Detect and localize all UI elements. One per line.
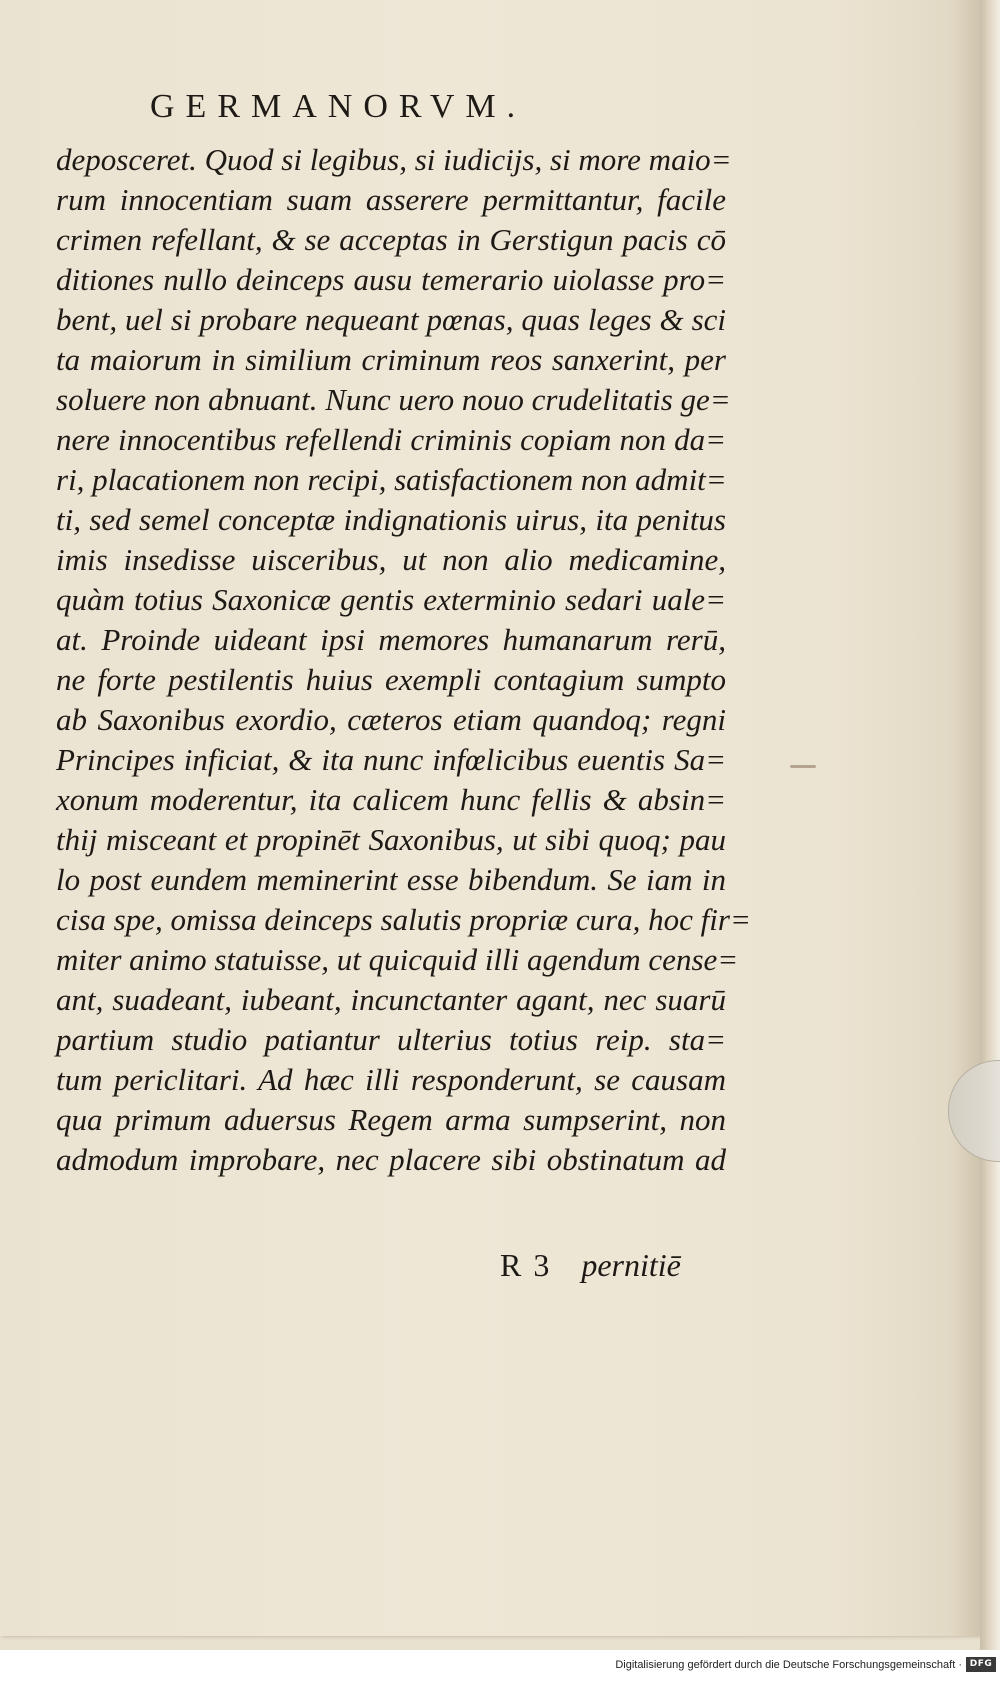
text-line: at. Proinde uideant ipsi memores humanarum rerū, xyxy=(56,622,726,657)
text-line: lo post eundem meminerint esse bibendum. Se iam in xyxy=(56,862,726,897)
text-line: tum periclitari. Ad hæc illi responderunt, se causam xyxy=(56,1062,726,1097)
text-line: deposceret. Quod si legibus, si iudicijs, si more maio= xyxy=(56,142,732,177)
footer-bar xyxy=(0,1650,1000,1682)
text-line: ab Saxonibus exordio, cæteros etiam quandoq; regni xyxy=(56,702,726,737)
text-line: partium studio patiantur ulterius totius reip. sta= xyxy=(56,1022,726,1057)
page-edge xyxy=(980,0,1000,1650)
text-line: admodum improbare, nec placere sibi obstinatum ad xyxy=(56,1142,726,1177)
text-line: ta maiorum in similium criminum reos sanxerint, per xyxy=(56,342,726,377)
text-line: ti, sed semel conceptæ indignationis uirus, ita penitus xyxy=(56,502,726,537)
text-line: nere innocentibus refellendi criminis copiam non da= xyxy=(56,422,726,457)
text-line: Principes inficiat, & ita nunc infœlicibus euentis Sa= xyxy=(56,742,726,777)
body-text xyxy=(56,140,751,1180)
text-line: ri, placationem non recipi, satisfactionem non admit= xyxy=(56,462,727,497)
page-foot xyxy=(500,1247,720,1284)
footer-credit: Digitalisierung gefördert durch die Deutsche Forschungsgemeinschaft · xyxy=(615,1659,962,1671)
catchword: pernitiē xyxy=(581,1247,681,1283)
dfg-logo: DFG xyxy=(966,1657,996,1672)
text-line: thij misceant et propinēt Saxonibus, ut sibi quoq; pau xyxy=(56,822,726,857)
paper-blemish xyxy=(790,765,816,768)
text-line: ditiones nullo deinceps ausu temerario uiolasse pro= xyxy=(56,262,726,297)
text-line: ne forte pestilentis huius exempli contagium sumpto xyxy=(56,662,726,697)
text-line: ant, suadeant, iubeant, incunctanter agant, nec suarū xyxy=(56,982,726,1017)
text-line: soluere non abnuant. Nunc uero nouo crudelitatis ge= xyxy=(56,382,731,417)
text-line: miter animo statuisse, ut quicquid illi agendum cense= xyxy=(56,942,739,977)
text-line: crimen refellant, & se acceptas in Gerstigun pacis cō xyxy=(56,222,726,257)
text-line: bent, uel si probare nequeant pœnas, quas leges & sci xyxy=(56,302,726,337)
signature-mark: R 3 xyxy=(500,1247,552,1283)
text-line: rum innocentiam suam asserere permittantur, facile xyxy=(56,182,726,217)
running-header: GERMANORVM. xyxy=(150,88,527,125)
text-line: qua primum aduersus Regem arma sumpserint, non xyxy=(56,1102,726,1137)
text-line: cisa spe, omissa deinceps salutis propriæ cura, hoc fir= xyxy=(56,902,751,937)
text-line: imis insedisse uisceribus, ut non alio medicamine, xyxy=(56,542,726,577)
text-line: xonum moderentur, ita calicem hunc fellis & absin= xyxy=(56,782,726,817)
text-line: quàm totius Saxonicæ gentis exterminio sedari uale= xyxy=(56,582,726,617)
